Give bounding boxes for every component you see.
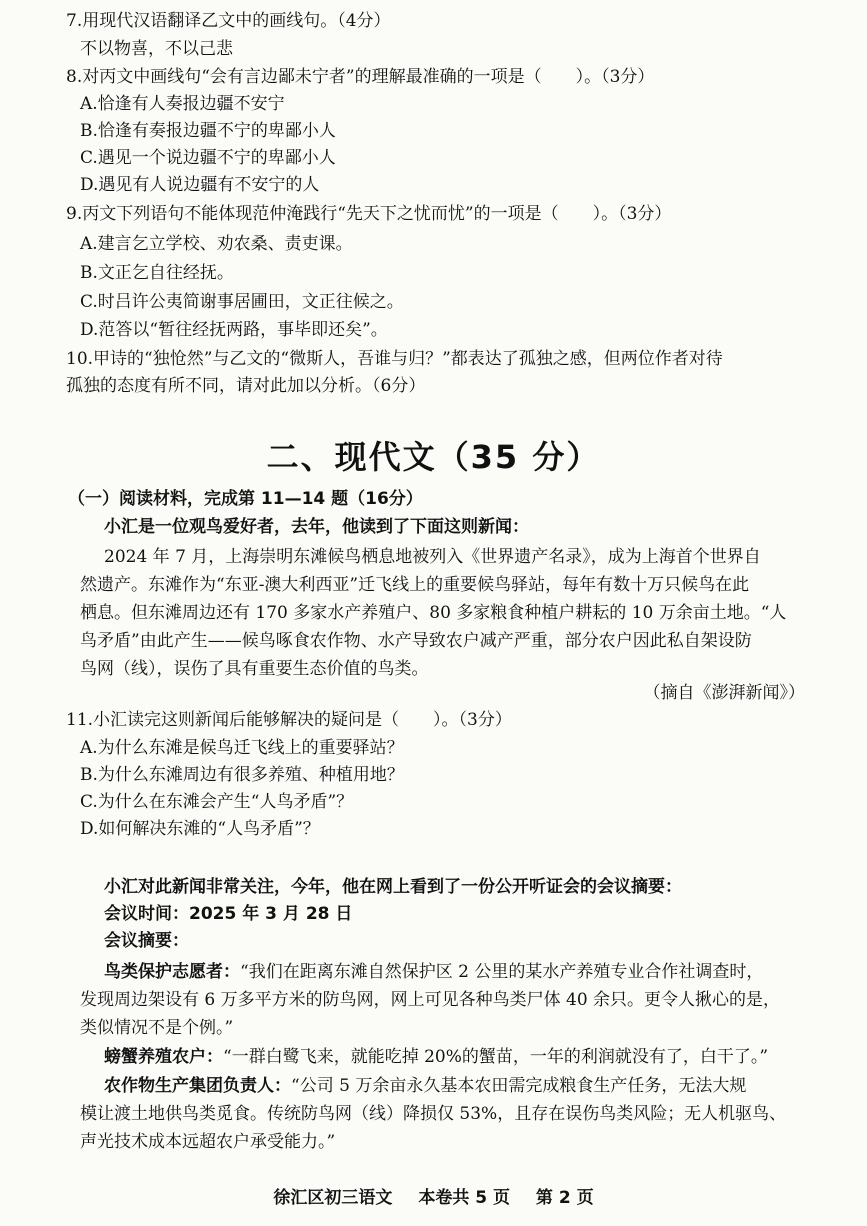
speaker-1-name: 鸟类保护志愿者：: [104, 962, 240, 982]
news-line-2: 然遗产。东滩作为“东亚-澳大利西亚”迁飞线上的重要候鸟驿站，每年有数十万只候鸟在此: [80, 575, 750, 595]
footer-exam-name: 徐汇区初三语文: [273, 1188, 393, 1208]
q11-option-a: A.为什么东滩是候鸟迁飞线上的重要驿站？: [80, 738, 404, 758]
news-line-4: 鸟矛盾”由此产生——候鸟啄食农作物、水产导致农户减产严重，部分农户因此私自架设防: [80, 631, 752, 651]
section-title: （一）阅读材料，完成第 11—14 题（16分）: [68, 489, 423, 509]
speaker-1-text: “我们在距离东滩自然保护区 2 公里的某水产养殖专业合作社调查时，: [240, 962, 764, 982]
q8-option-d: D.遇见有人说边疆有不安宁的人: [80, 175, 320, 195]
meeting-time: 会议时间：2025 年 3 月 28 日: [104, 904, 353, 924]
speaker-3-text: “公司 5 万余亩永久基本农田需完成粮食生产任务，无法大规: [291, 1076, 747, 1096]
footer-total-pages: 本卷共 5 页: [418, 1188, 510, 1208]
news-line-5: 鸟网（线），误伤了具有重要生态价值的鸟类。: [80, 659, 429, 679]
q9-option-b: B.文正乞自往经抚。: [80, 263, 234, 283]
q9-option-a: A.建言乞立学校、劝农桑、责吏课。: [80, 234, 353, 254]
q8-stem: 8.对丙文中画线句“会有言边鄙未宁者”的理解最准确的一项是（ ）。（3分）: [66, 67, 655, 87]
speaker-3-line-1: [104, 1075, 746, 1097]
q8-option-b: B.恰逢有奏报边疆不宁的卑鄙小人: [80, 121, 336, 141]
speaker-3-name: 农作物生产集团负责人：: [104, 1076, 291, 1096]
news-line-1: 2024 年 7 月，上海崇明东滩候鸟栖息地被列入《世界遗产名录》，成为上海首个世界自: [104, 547, 761, 567]
q9-stem: 9.丙文下列语句不能体现范仲淹践行“先天下之忧而忧”的一项是（ ）。（3分）: [66, 204, 672, 224]
footer-page-number: 第 2 页: [535, 1188, 594, 1208]
speaker-1-line-3: 类似情况不是个例。”: [80, 1018, 234, 1038]
speaker-2-text: “一群白鹭飞来，就能吃掉 20%的蟹苗，一年的利润就没有了，白干了。”: [223, 1047, 769, 1067]
q11-option-c: C.为什么在东滩会产生“人鸟矛盾”？: [80, 792, 354, 812]
speaker-3-line-2: 模让渡土地供鸟类觅食。传统防鸟网（线）降损仅 53%，且存在误伤鸟类风险；无人机驱鸟、: [80, 1104, 787, 1124]
q11-option-d: D.如何解决东滩的“人鸟矛盾”？: [80, 819, 320, 839]
intro2-paragraph: 小汇对此新闻非常关注，今年，他在网上看到了一份公开听证会的会议摘要：: [104, 877, 682, 897]
news-source: （摘自《澎湃新闻》）: [643, 683, 805, 703]
meeting-summary-label: 会议摘要：: [104, 931, 189, 951]
q7-sentence: 不以物喜，不以己悲: [80, 39, 233, 59]
q9-option-d: D.范答以“暂往经抚两路，事毕即还矣”。: [80, 320, 388, 340]
q8-option-c: C.遇见一个说边疆不宁的卑鄙小人: [80, 148, 336, 168]
speaker-1-line-1: [104, 961, 763, 983]
q10-line-1: 10.甲诗的“独怆然”与乙文的“微斯人，吾谁与归？”都表达了孤独之感，但两位作者对待: [66, 349, 723, 369]
part-heading: 二、现代文（35 分）: [266, 438, 601, 476]
speaker-1-line-2: 发现周边架设有 6 万多平方米的防鸟网，网上可见各种鸟类尸体 40 余只。更令人揪心的是，: [80, 990, 781, 1010]
q11-option-b: B.为什么东滩周边有很多养殖、种植用地？: [80, 765, 404, 785]
q8-option-a: A.恰逢有人奏报边疆不安宁: [80, 94, 285, 114]
q9-option-c: C.时吕许公夷简谢事居圃田，文正往候之。: [80, 292, 404, 312]
news-line-3: 栖息。但东滩周边还有 170 多家水产养殖户、80 多家粮食种植户耕耘的 10 万余亩土地。“人: [80, 603, 787, 623]
speaker-2-line: [104, 1046, 768, 1068]
intro-paragraph: 小汇是一位观鸟爱好者，去年，他读到了下面这则新闻：: [104, 517, 529, 537]
q10-line-2: 孤独的态度有所不同，请对此加以分析。（6分）: [66, 376, 426, 396]
page-footer: [0, 1183, 867, 1208]
speaker-2-name: 螃蟹养殖农户：: [104, 1047, 223, 1067]
q7-stem: 7.用现代汉语翻译乙文中的画线句。（4分）: [66, 11, 391, 31]
speaker-3-line-3: 声光技术成本远超农户承受能力。”: [80, 1132, 336, 1152]
q11-stem: 11.小汇读完这则新闻后能够解决的疑问是（ ）。（3分）: [66, 710, 512, 730]
